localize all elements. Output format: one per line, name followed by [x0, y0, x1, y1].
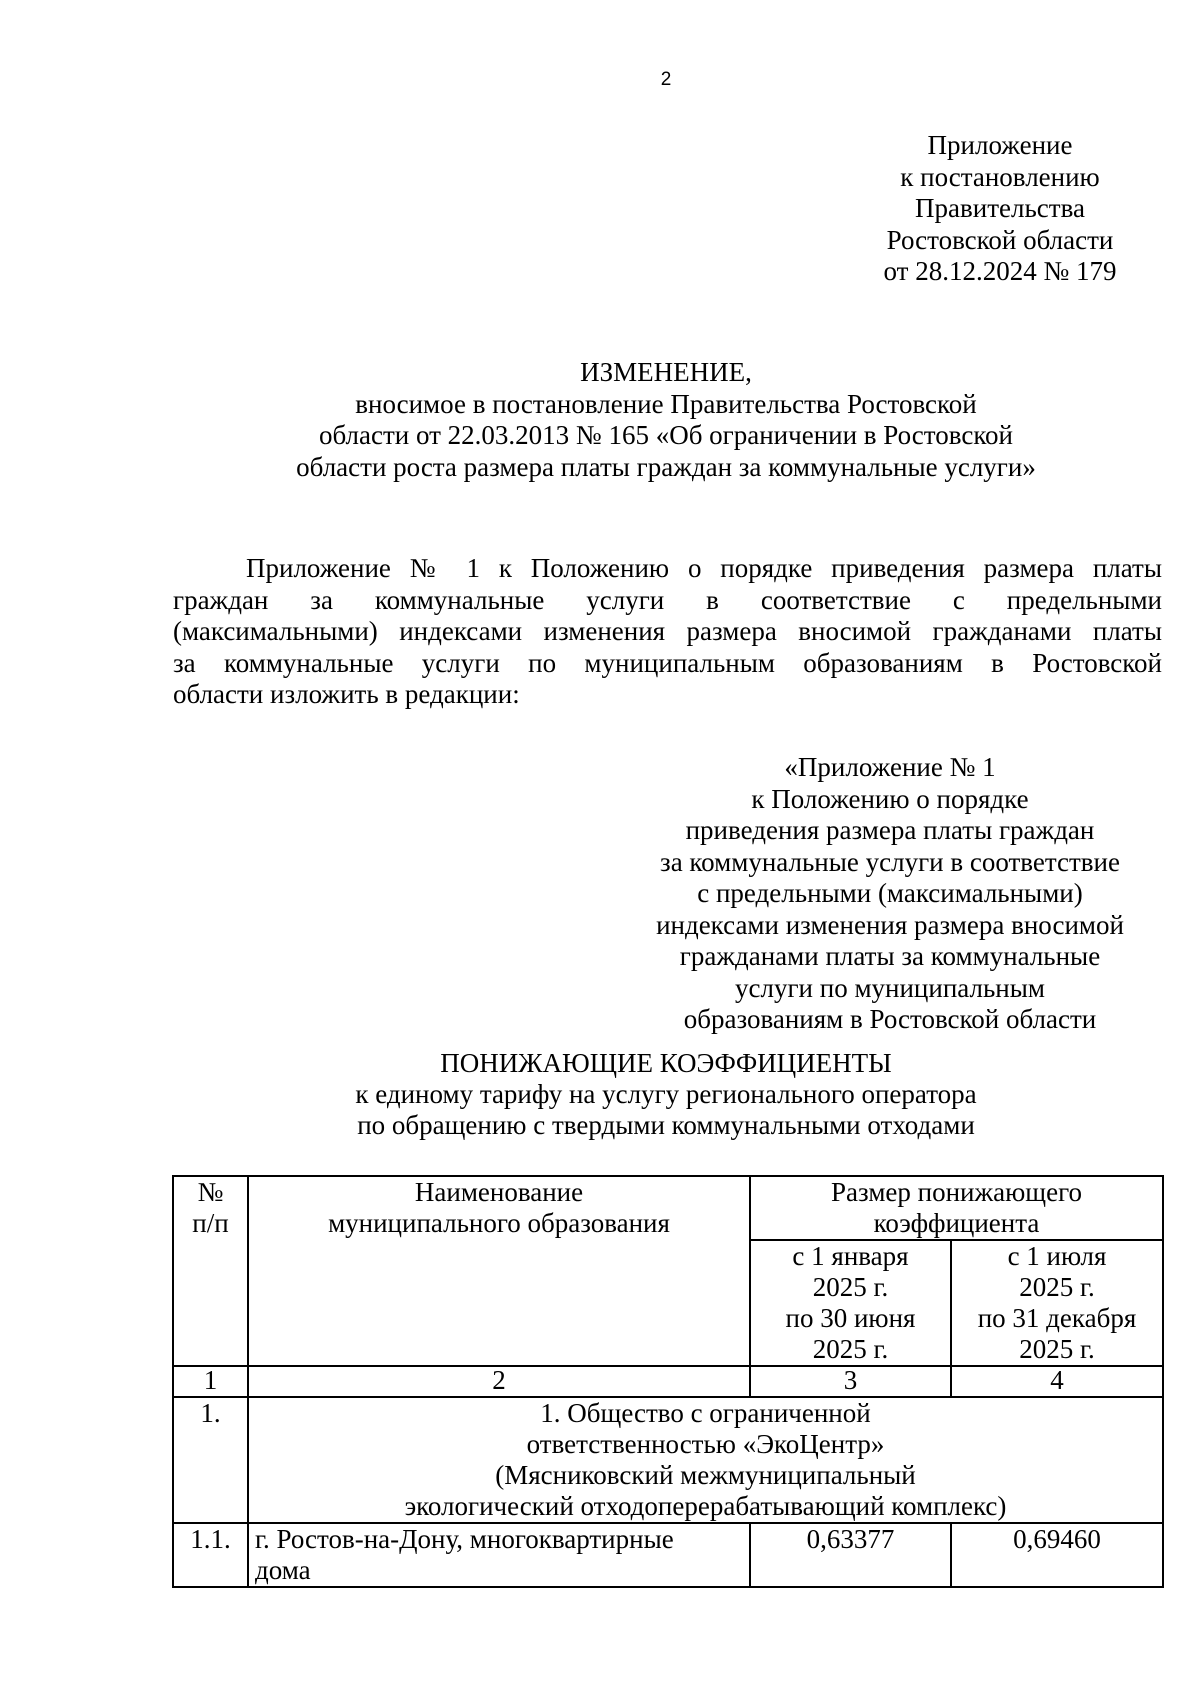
section-line: (Мясниковский межмуниципальный [495, 1460, 916, 1490]
header-name-cell [248, 1176, 750, 1366]
body-line: Приложение № 1 к Положению о порядке приведения размера платы [246, 553, 1162, 583]
body-line: (максимальными) индексами изменения размера вносимой гражданами платы [173, 616, 1162, 646]
appendix-line: индексами изменения размера вносимой [656, 909, 1124, 940]
body-line: граждан за коммунальные услуги в соответствие с предельными [173, 584, 1162, 615]
appendix-line: к Положению о порядке [751, 783, 1029, 814]
row-number-cell: 1.1. [173, 1523, 248, 1587]
header-number-line: п/п [192, 1208, 229, 1238]
approval-line: Ростовской области [886, 224, 1114, 255]
heading-line: области роста размера платы граждан за коммунальные услуги» [296, 451, 1036, 482]
section-number-cell: 1. [173, 1397, 248, 1523]
approval-stamp [790, 130, 1200, 288]
appendix-line: с предельными (максимальными) [697, 878, 1083, 908]
approval-line: Правительства [915, 193, 1085, 223]
header-size-cell [750, 1176, 1163, 1240]
column-number-cell: 3 [750, 1366, 951, 1397]
table-title-line: к единому тарифу на услугу регионального оператора [355, 1079, 977, 1109]
period2-line: 2025 г. [1019, 1334, 1095, 1364]
header-name-line: муниципального образования [328, 1208, 670, 1238]
section-line: ответственностью «ЭкоЦентр» [526, 1429, 885, 1459]
approval-line: от 28.12.2024 № 179 [883, 256, 1117, 286]
section-line: 1. Общество с ограниченной [540, 1398, 871, 1428]
header-number-cell [173, 1176, 248, 1366]
header-period1-cell [750, 1240, 951, 1366]
period1-line: 2025 г. [812, 1272, 889, 1302]
table-title-main: ПОНИЖАЮЩИЕ КОЭФФИЦИЕНТЫ [440, 1048, 892, 1078]
period2-line: с 1 июля [1007, 1241, 1107, 1271]
page-number: 2 [660, 69, 672, 90]
body-line: за коммунальные услуги по муниципальным образованиям в Ростовской [173, 647, 1162, 678]
coefficients-table [172, 1175, 1164, 1588]
row-name-line: г. Ростов-на-Дону, многоквартирные [255, 1524, 674, 1554]
body-paragraph [173, 553, 1162, 711]
section-name-cell [248, 1397, 1163, 1523]
appendix-line: «Приложение № 1 [784, 752, 996, 782]
table-row [173, 1523, 1163, 1587]
column-number-cell: 4 [951, 1366, 1163, 1397]
period1-line: 2025 г. [812, 1334, 889, 1364]
approval-line: к постановлению [900, 161, 1100, 192]
column-number-row [173, 1366, 1163, 1397]
row-name-line: дома [255, 1555, 311, 1585]
period2-line: 2025 г. [1019, 1272, 1095, 1302]
document-heading [258, 357, 1074, 483]
period1-line: по 30 июня [785, 1303, 916, 1333]
header-period2-cell [951, 1240, 1163, 1366]
heading-line: области от 22.03.2013 № 165 «Об ограничении в Ростовской [318, 420, 1014, 450]
appendix-line: приведения размера платы граждан [685, 815, 1095, 845]
section-line: экологический отходоперерабатывающий комплекс) [404, 1491, 1007, 1521]
approval-line: Приложение [927, 130, 1073, 160]
row-name-cell [248, 1523, 750, 1587]
header-size-line: Размер понижающего [831, 1177, 1082, 1207]
appendix-line: образованиям в Ростовской области [683, 1004, 1097, 1034]
period2-line: по 31 декабря [977, 1303, 1137, 1333]
header-number-line: № [197, 1177, 224, 1207]
heading-line: вносимое в постановление Правительства Ростовской [355, 388, 977, 419]
appendix-line: за коммунальные услуги в соответствие [660, 846, 1120, 877]
header-name-line: Наименование [414, 1177, 584, 1207]
section-row [173, 1397, 1163, 1523]
appendix-line: гражданами платы за коммунальные [679, 941, 1101, 971]
appendix-caption [640, 752, 1140, 1036]
row-value1-cell: 0,63377 [750, 1523, 951, 1587]
column-number-cell: 1 [173, 1366, 248, 1397]
period1-line: с 1 января [792, 1241, 909, 1271]
column-number-cell: 2 [248, 1366, 750, 1397]
body-line: области изложить в редакции: [173, 679, 520, 709]
header-size-line: коэффициента [873, 1208, 1040, 1238]
heading-title: ИЗМЕНЕНИЕ, [580, 357, 752, 387]
table-title-line: по обращению с твердыми коммунальными отходами [357, 1110, 975, 1140]
appendix-line: услуги по муниципальным [735, 972, 1045, 1003]
row-value2-cell: 0,69460 [951, 1523, 1163, 1587]
table-title [258, 1048, 1074, 1141]
